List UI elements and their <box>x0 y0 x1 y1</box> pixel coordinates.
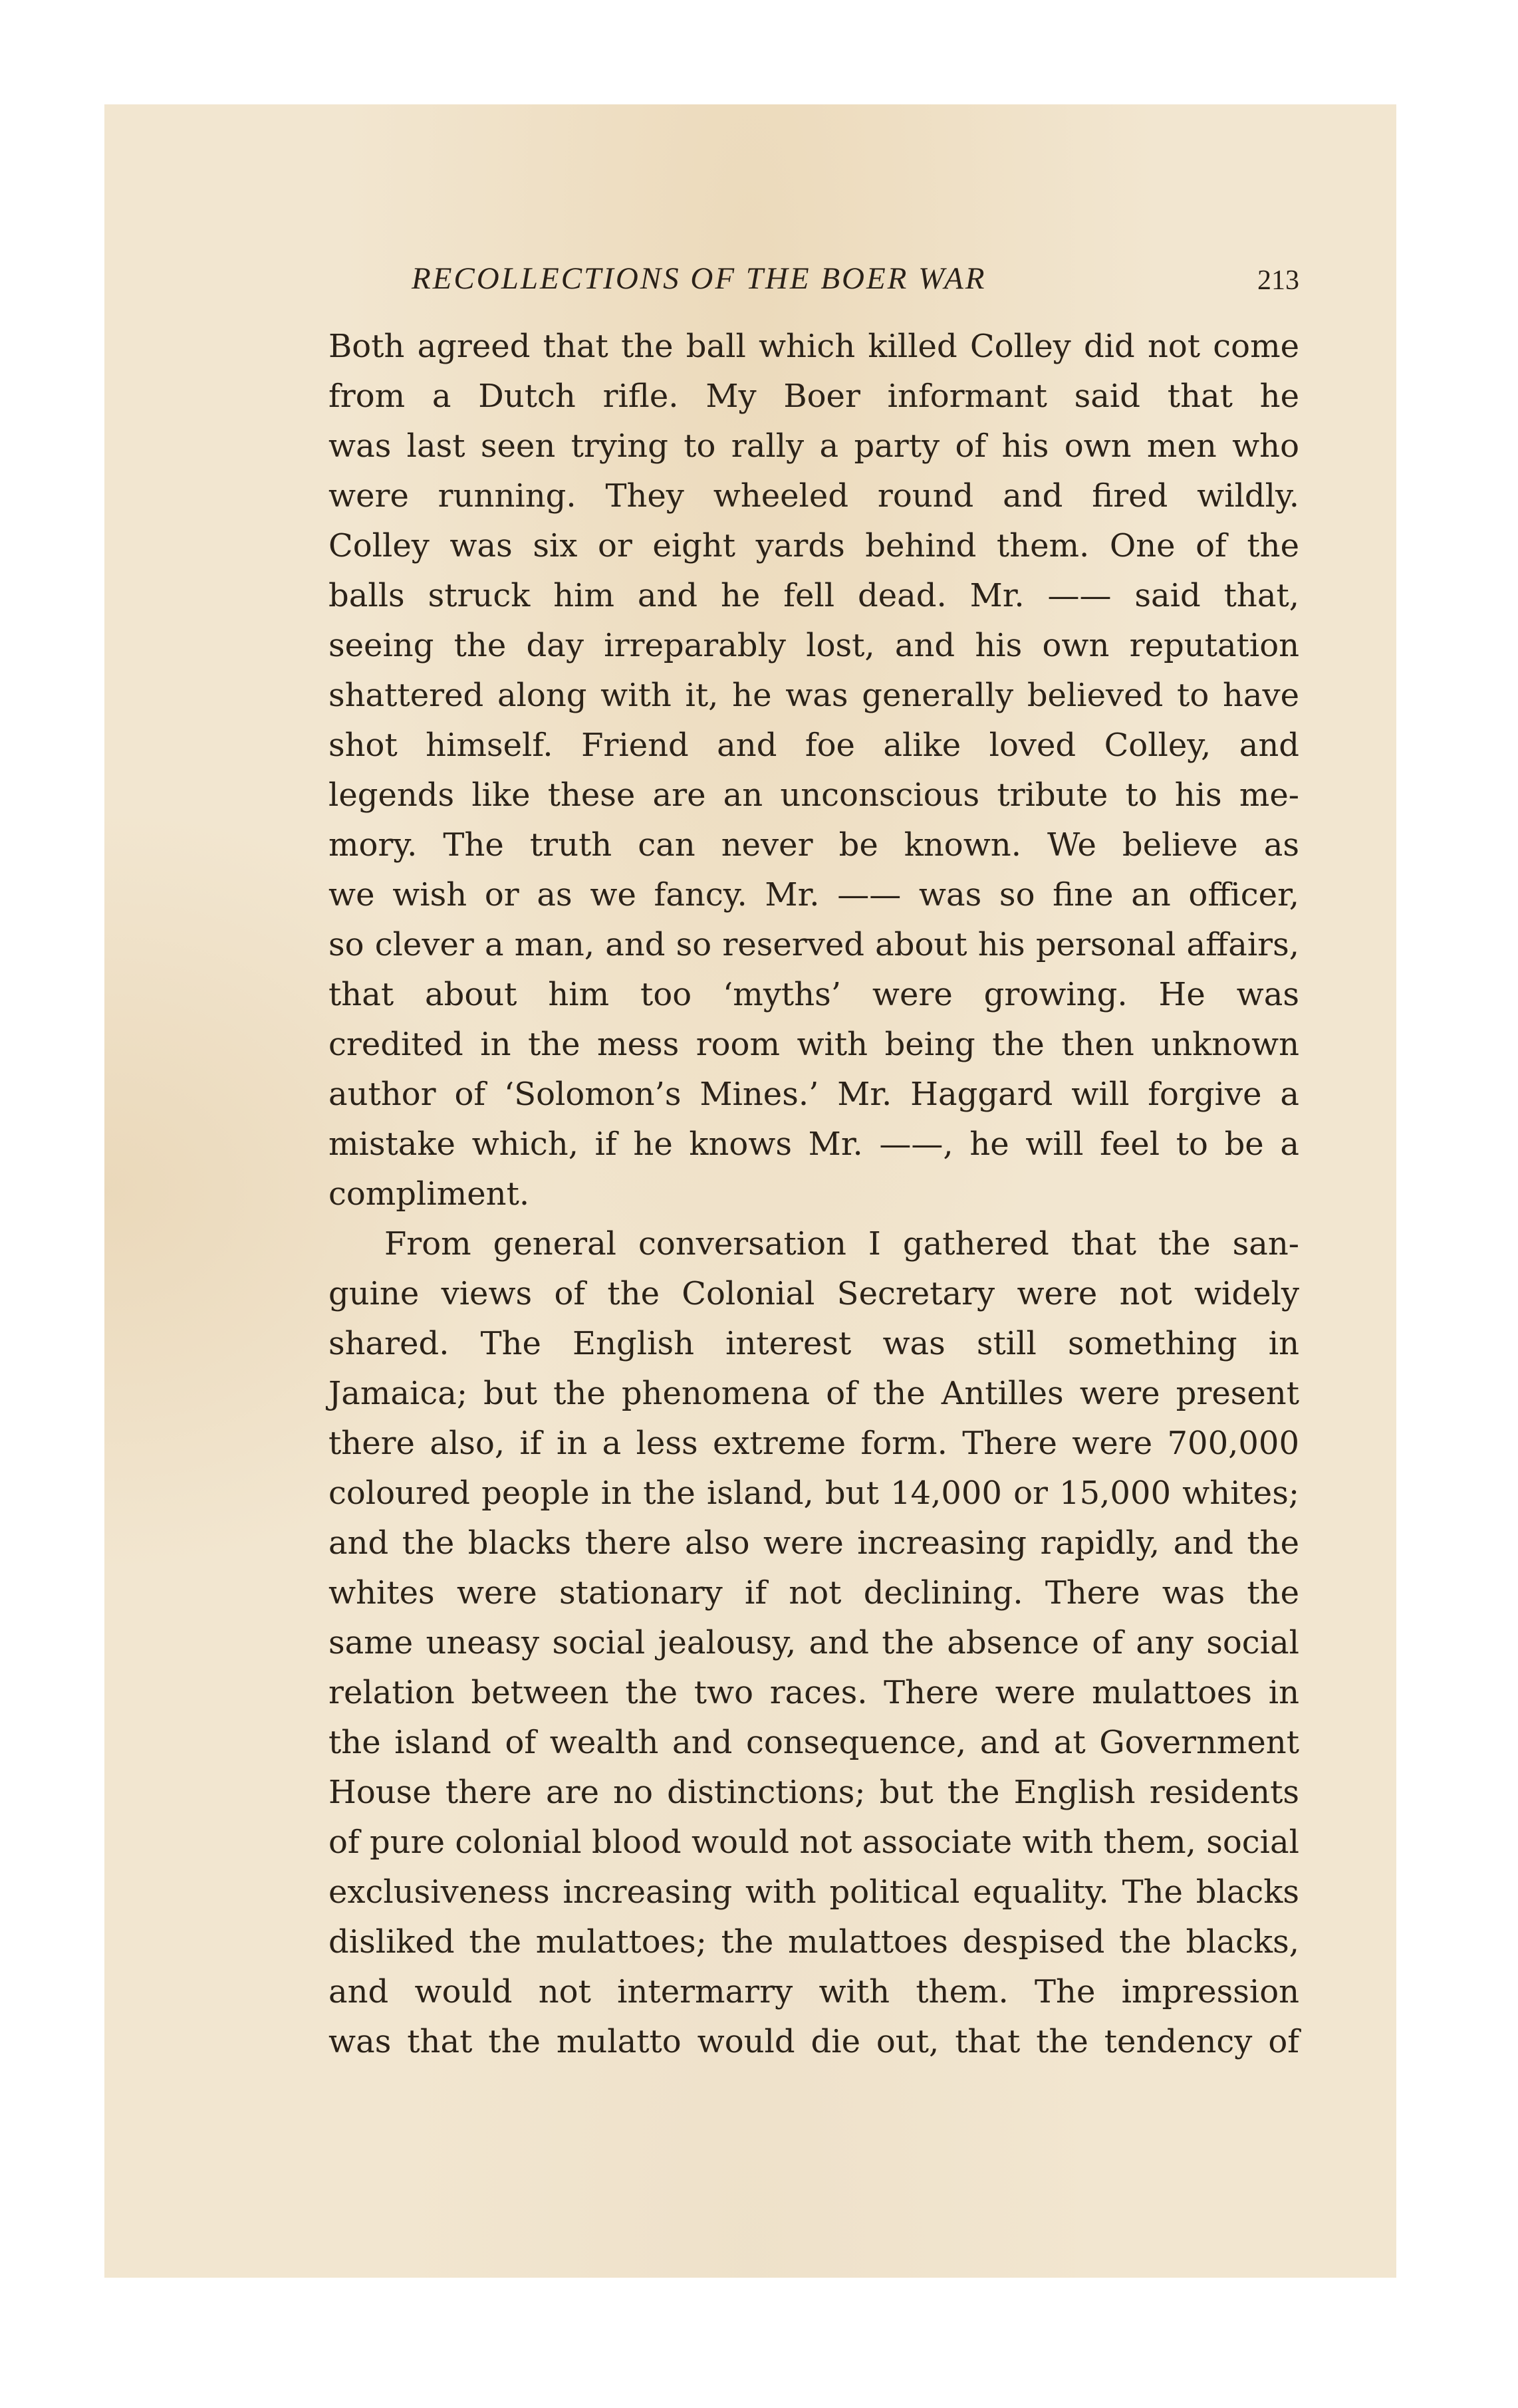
text-line: of pure colonial blood would not associate with them, social <box>328 1824 1299 1861</box>
text-line: compliment. <box>328 1175 530 1213</box>
running-head-title: RECOLLECTIONS OF THE BOER WAR <box>412 261 987 296</box>
text-line: was that the mulatto would die out, that the tendency of <box>328 2023 1299 2060</box>
text-line: balls struck him and he fell dead. Mr. —— said that, <box>328 577 1299 614</box>
text-line: were running. They wheeled round and fired wildly. <box>328 477 1299 515</box>
text-line: legends like these are an unconscious tribute to his me- <box>328 777 1299 814</box>
text-line: guine views of the Colonial Secretary were not widely <box>328 1275 1299 1312</box>
text-line: there also, if in a less extreme form. There were 700,000 <box>328 1425 1299 1462</box>
text-line: coloured people in the island, but 14,000 or 15,000 whites; <box>328 1475 1299 1512</box>
paragraph-1 <box>328 322 1299 1219</box>
text-line: same uneasy social jealousy, and the absence of any social <box>328 1624 1299 1661</box>
text-line: the island of wealth and consequence, and at Government <box>328 1724 1299 1761</box>
text-line: shattered along with it, he was generally believed to have <box>328 677 1299 714</box>
text-line: relation between the two races. There were mulattoes in <box>328 1674 1299 1711</box>
text-line: was last seen trying to rally a party of his own men who <box>328 427 1299 465</box>
text-line: Colley was six or eight yards behind them. One of the <box>328 527 1299 564</box>
text-line: and the blacks there also were increasing rapidly, and the <box>328 1524 1299 1562</box>
text-line: author of ‘Solomon’s Mines.’ Mr. Haggard will forgive a <box>328 1076 1299 1113</box>
text-line: mory. The truth can never be known. We believe as <box>328 826 1299 864</box>
text-line: whites were stationary if not declining. There was the <box>328 1574 1299 1612</box>
text-line: mistake which, if he knows Mr. ——, he will feel to be a <box>328 1126 1299 1163</box>
text-line: exclusiveness increasing with political equality. The blacks <box>328 1873 1299 1911</box>
book-page <box>104 104 1396 2278</box>
text-line: we wish or as we fancy. Mr. —— was so fine an officer, <box>328 876 1299 913</box>
text-line: shot himself. Friend and foe alike loved Colley, and <box>328 727 1299 764</box>
text-line: Jamaica; but the phenomena of the Antilles were present <box>328 1375 1299 1412</box>
body-text <box>328 322 1299 2067</box>
text-line: from a Dutch rifle. My Boer informant said that he <box>328 378 1299 415</box>
text-line: that about him too ‘myths’ were growing. He was <box>328 976 1299 1013</box>
text-line: credited in the mess room with being the then unknown <box>328 1026 1299 1063</box>
page-number: 213 <box>1257 265 1299 296</box>
text-line: disliked the mulattoes; the mulattoes despised the blacks, <box>328 1923 1299 1961</box>
text-line: Both agreed that the ball which killed Colley did not come <box>328 328 1299 365</box>
text-line: and would not intermarry with them. The impression <box>328 1973 1299 2010</box>
text-line: seeing the day irreparably lost, and his own reputation <box>328 627 1299 664</box>
text-line: From general conversation I gathered that the san- <box>384 1225 1299 1263</box>
running-head <box>412 261 1299 301</box>
paragraph-2 <box>328 1219 1299 2067</box>
text-line: shared. The English interest was still something in <box>328 1325 1299 1362</box>
text-line: House there are no distinctions; but the English residents <box>328 1774 1299 1811</box>
text-line: so clever a man, and so reserved about his personal affairs, <box>328 926 1299 963</box>
